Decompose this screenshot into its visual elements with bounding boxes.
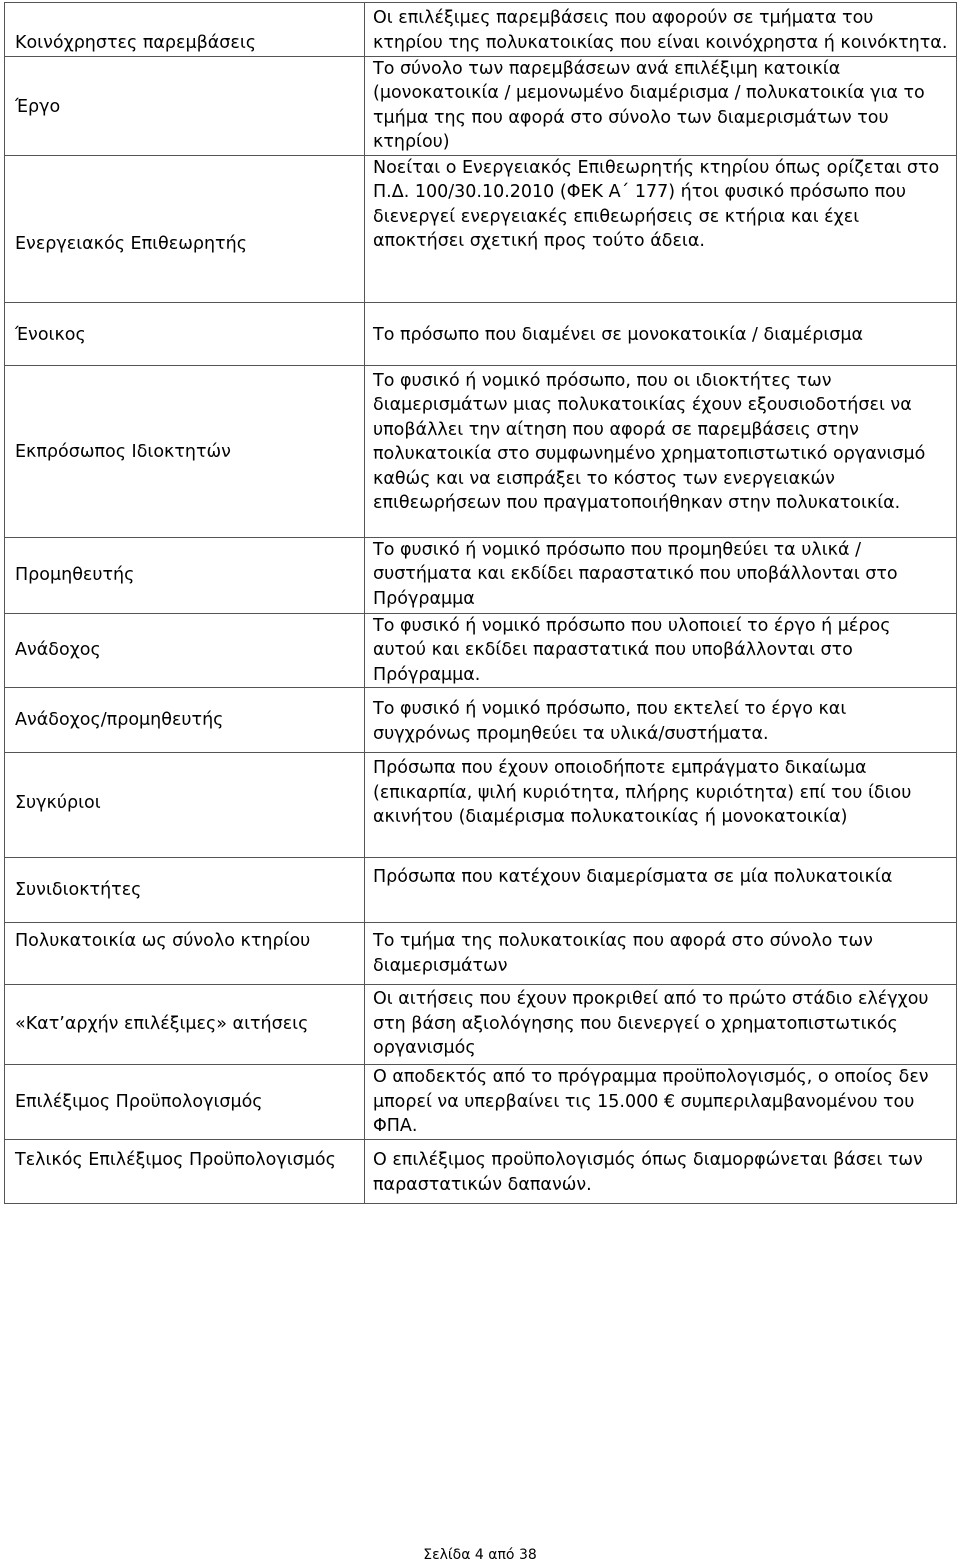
definition-cell [365, 985, 957, 1065]
definition-text: Το φυσικό ή νομικό πρόσωπο που υλοποιεί το έργο ή μέρος αυτού και εκδίδει παραστατικά που υποβάλλονται στο Πρόγραμμα. [373, 615, 891, 685]
page-number: Σελίδα 4 από 38 [423, 1547, 537, 1563]
table-row [5, 537, 957, 613]
term-cell [5, 688, 365, 753]
definition-cell [365, 613, 957, 688]
table-row [5, 3, 957, 57]
definition-text: Νοείται ο Ενεργειακός Επιθεωρητής κτηρίου όπως ορίζεται στο Π.Δ. 100/30.10.2010 (ΦΕΚ Α΄ 177) ήτοι φυσικό πρόσωπο που διενεργεί ενεργειακές επιθεωρήσεις σε κτήρια και έχει αποκτήσει σχετική προς τούτο άδεια. [373, 157, 940, 251]
term-cell [5, 302, 365, 365]
definition-cell [365, 302, 957, 365]
term-text: Συνιδιοκτήτες [15, 880, 142, 900]
definition-cell [365, 56, 957, 155]
definition-cell [365, 3, 957, 57]
table-row [5, 753, 957, 858]
definition-text: Οι αιτήσεις που έχουν προκριθεί από το πρώτο στάδιο ελέγχου στη βάση αξιολόγησης που διενεργεί ο χρηματοπιστωτικός οργανισμός [373, 989, 929, 1058]
definition-cell [365, 753, 957, 858]
term-cell [5, 613, 365, 688]
term-text: Εκπρόσωπος Ιδιοκτητών [15, 441, 231, 462]
definition-cell [365, 1140, 957, 1204]
term-cell [5, 3, 365, 57]
term-text: Ενεργειακός Επιθεωρητής [15, 233, 247, 254]
definition-cell [365, 858, 957, 923]
table-row [5, 613, 957, 688]
definitions-table [4, 2, 957, 1204]
term-text: Ένοικος [15, 324, 86, 345]
definition-text: Το σύνολο των παρεμβάσεων ανά επιλέξιμη κατοικία (μονοκατοικία / μεμονωμένο διαμέρισμα / πολυκατοικία για το τμήμα της που αφορά στο σύνολο των διαμερισμάτων του κτηρίου) [373, 58, 925, 152]
definition-cell [365, 537, 957, 613]
table-row [5, 1140, 957, 1204]
term-cell [5, 155, 365, 302]
term-text: Ανάδοχος/προμηθευτής [15, 710, 224, 730]
term-text: Πολυκατοικία ως σύνολο κτηρίου [15, 931, 311, 951]
term-text: «Κατ’αρχήν επιλέξιμες» αιτήσεις [15, 1014, 309, 1034]
table-row [5, 365, 957, 537]
term-text: Συγκύριοι [15, 793, 101, 813]
definition-text: Ο αποδεκτός από το πρόγραμμα προϋπολογισμός, ο οποίος δεν μπορεί να υπερβαίνει τις 15.000 € συμπεριλαμβανομένου του ΦΠΑ. [373, 1067, 929, 1136]
definition-text: Το φυσικό ή νομικό πρόσωπο, που εκτελεί το έργο και συγχρόνως προμηθεύει τα υλικά/συστήματα. [373, 699, 847, 744]
definition-text: Πρόσωπα που κατέχουν διαμερίσματα σε μία πολυκατοικία [373, 867, 893, 887]
table-row [5, 923, 957, 985]
definition-cell [365, 1065, 957, 1140]
term-cell [5, 1065, 365, 1140]
table-row [5, 155, 957, 302]
term-cell [5, 365, 365, 537]
term-cell [5, 753, 365, 858]
definition-cell [365, 688, 957, 753]
definition-text: Το πρόσωπο που διαμένει σε μονοκατοικία / διαμέρισμα [373, 324, 864, 345]
term-cell [5, 1140, 365, 1204]
definition-cell [365, 923, 957, 985]
table-row [5, 688, 957, 753]
term-text: Τελικός Επιλέξιμος Προϋπολογισμός [15, 1150, 336, 1170]
term-text: Προμηθευτής [15, 564, 135, 585]
term-text: Έργο [15, 96, 61, 117]
term-cell [5, 56, 365, 155]
table-row [5, 858, 957, 923]
definition-text: Οι επιλέξιμες παρεμβάσεις που αφορούν σε τμήματα του κτηρίου της πολυκατοικίας που είναι κοινόχρηστα ή κοινόκτητα. [373, 8, 948, 53]
table-row [5, 1065, 957, 1140]
definition-text: Το φυσικό ή νομικό πρόσωπο που προμηθεύει τα υλικά / συστήματα και εκδίδει παραστατικό που υποβάλλονται στο Πρόγραμμα [373, 539, 898, 609]
term-text: Επιλέξιμος Προϋπολογισμός [15, 1092, 263, 1112]
term-cell [5, 923, 365, 985]
term-cell [5, 985, 365, 1065]
term-cell [5, 858, 365, 923]
definition-text: Το τμήμα της πολυκατοικίας που αφορά στο σύνολο των διαμερισμάτων [373, 931, 873, 976]
definition-text: Ο επιλέξιμος προϋπολογισμός όπως διαμορφώνεται βάσει των παραστατικών δαπανών. [373, 1150, 923, 1195]
definition-cell [365, 365, 957, 537]
table-row [5, 985, 957, 1065]
definition-text: Πρόσωπα που έχουν οποιοδήποτε εμπράγματο δικαίωμα (επικαρπία, ψιλή κυριότητα, πλήρης κυριότητα) επί του ίδιου ακινήτου (διαμέρισμα πολυκατοικίας ή μονοκατοικία) [373, 758, 912, 827]
definition-cell [365, 155, 957, 302]
term-text: Κοινόχρηστες παρεμβάσεις [15, 33, 257, 53]
definition-text: Το φυσικό ή νομικό πρόσωπο, που οι ιδιοκτήτες των διαμερισμάτων μιας πολυκατοικίας έχουν εξουσιοδοτήσει να υποβάλλει την αίτηση που αφορά σε παρεμβάσεις στην πολυκατοικία στο συμφωνημένο χρηματοπιστωτικό οργανισμό καθώς και να εισπράξει το κόστος των ενεργειακών επιθεωρήσεων που πραγματοποιήθηκαν στην πολυκατοικία. [373, 370, 926, 513]
table-row [5, 302, 957, 365]
term-cell [5, 537, 365, 613]
term-text: Ανάδοχος [15, 639, 101, 660]
table-row [5, 56, 957, 155]
